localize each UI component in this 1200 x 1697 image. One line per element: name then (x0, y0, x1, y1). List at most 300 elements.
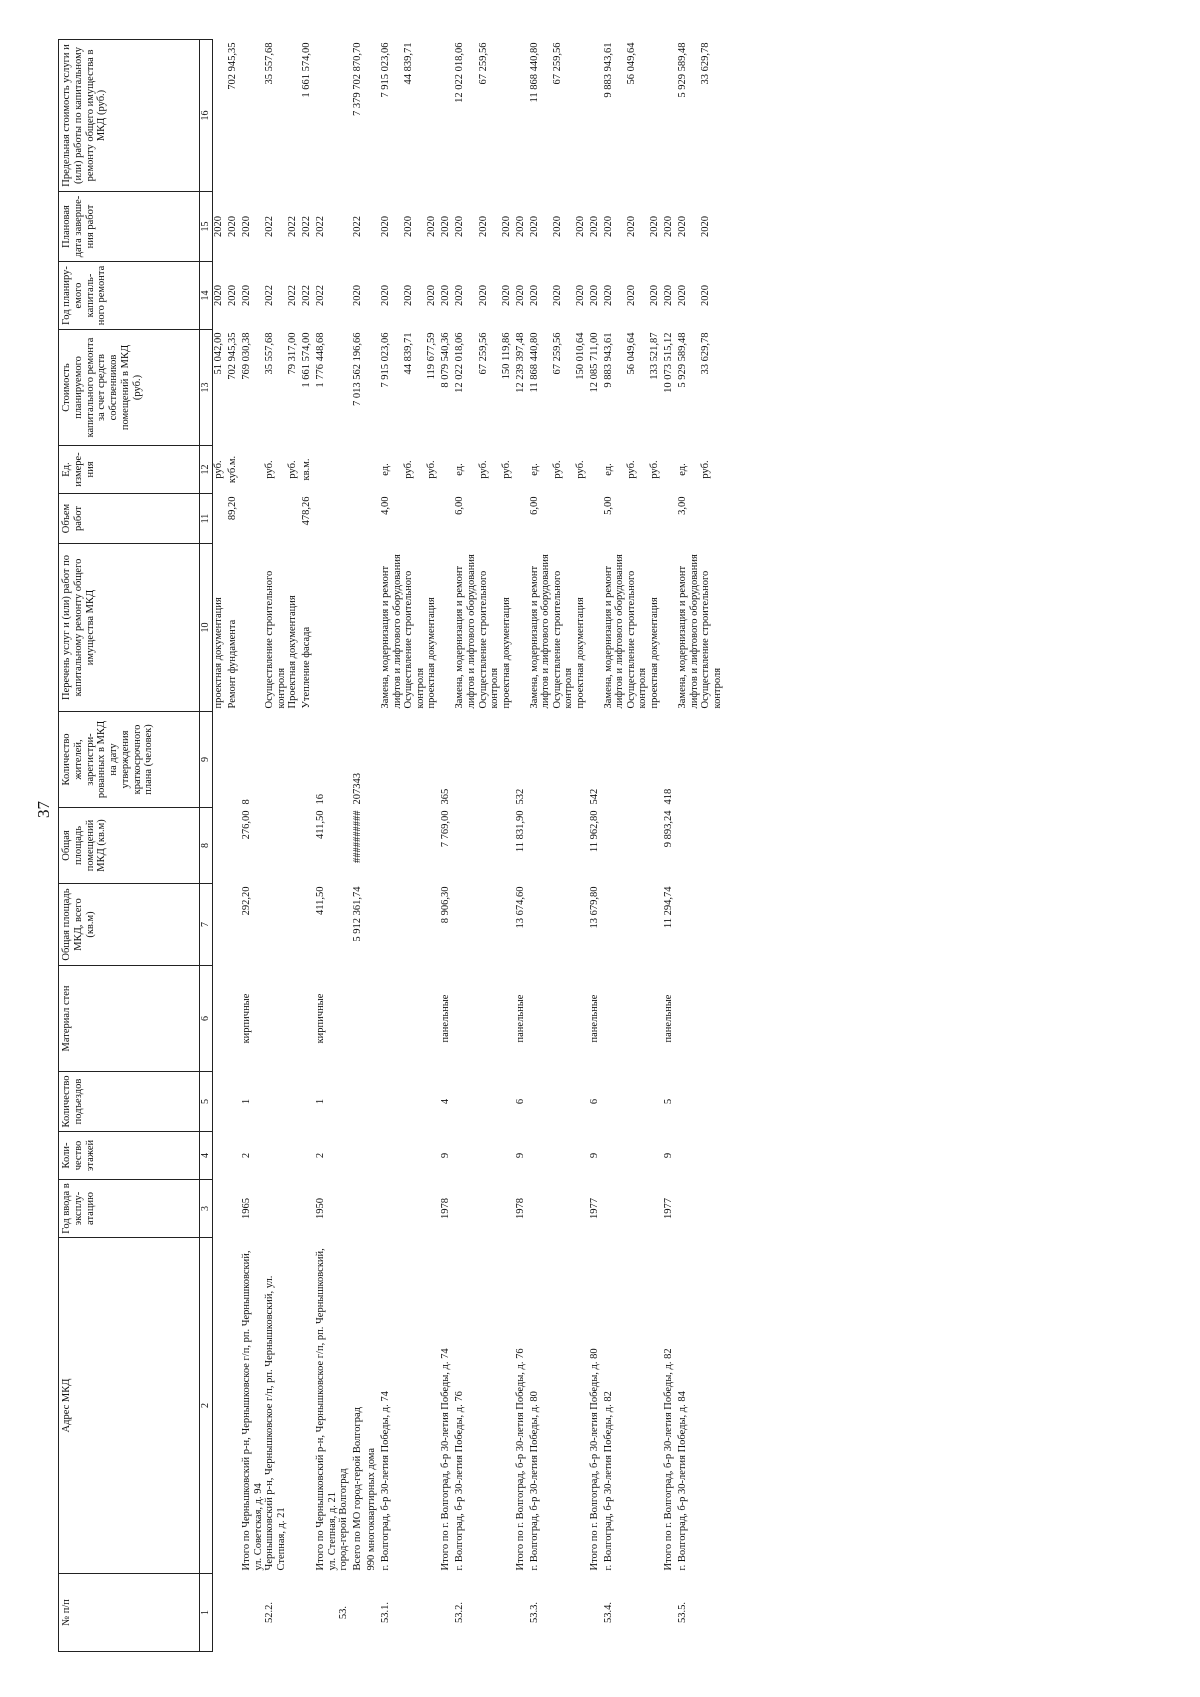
column-number: 12 (200, 446, 213, 494)
repair-year-cell: 2020 (677, 285, 689, 306)
residents-cell (403, 712, 426, 808)
completion-date-cell: 2020 (213, 216, 224, 237)
total-area-cell (501, 884, 515, 966)
column-number: 5 (200, 1072, 213, 1132)
entrances-cell: 6 (588, 1098, 600, 1105)
address-cell: Итого по Черньшковский р-н, Чернышковское г/п, рп. Чернышковский, ул. Советская, д. 94 (241, 1250, 264, 1571)
premises-area-cell (227, 808, 241, 884)
repair-year-cell: 2022 (287, 285, 299, 306)
header-cell: Материал стен (59, 966, 200, 1072)
volume-cell (589, 494, 603, 544)
volume-cell (501, 494, 515, 544)
premises-area-cell (366, 808, 380, 884)
repair-year-cell: 2020 (551, 285, 563, 306)
row-number (315, 1574, 338, 1652)
address-cell (287, 1238, 301, 1574)
work-type-cell (440, 544, 454, 712)
unit-cell (315, 446, 338, 494)
unit-cell: ед. (454, 463, 466, 476)
completion-date-cell: 2020 (588, 216, 600, 237)
work-type-cell: проектная документация (213, 597, 224, 709)
table-row (227, 40, 241, 1652)
table-row (649, 40, 663, 1652)
entrances-cell (649, 1072, 663, 1132)
residents-cell (366, 712, 380, 808)
volume-cell (352, 494, 366, 544)
cost-cell: 150 010,64 (574, 332, 586, 380)
entrances-cell (366, 1072, 380, 1132)
cost-cell: 67 259,56 (551, 332, 563, 375)
total-area-cell (301, 884, 315, 966)
volume-cell (552, 494, 575, 544)
page-number: 37 (34, 801, 53, 818)
unit-cell: руб. (700, 460, 712, 479)
capital-repair-table (58, 39, 723, 1652)
work-type-cell (663, 544, 677, 712)
address-cell: Итого по г. Волгоград, б-р 30-летия Победы, д. 82 (663, 1348, 675, 1571)
row-number (352, 1574, 366, 1652)
completion-date-cell: 2020 (602, 216, 614, 237)
cost-cell: 150 119,86 (500, 332, 512, 380)
work-type-cell: Утепление фасада (301, 626, 313, 709)
entrances-cell (552, 1072, 575, 1132)
floors-cell (366, 1132, 380, 1180)
wall-material-cell (352, 966, 366, 1072)
premises-area-cell (380, 808, 403, 884)
address-cell: Чернышковский р-н, Чернышковское г/п, рп. Чернышковский, ул. Степная, д. 21 (264, 1275, 287, 1571)
premises-area-cell: 9 893,24 (663, 810, 675, 848)
year-cell (454, 1180, 477, 1238)
column-number: 2 (200, 1238, 213, 1574)
unit-cell (338, 446, 352, 494)
floors-cell (287, 1132, 301, 1180)
table-row (663, 40, 677, 1652)
repair-year-cell: 2020 (649, 285, 661, 306)
total-area-cell (227, 884, 241, 966)
cost-cell: 12 022 018,06 (454, 332, 466, 393)
premises-area-cell (264, 808, 287, 884)
address-cell: г. Волгоград, б-р 30-летия Победы, д. 80 (528, 1391, 540, 1571)
unit-cell: ед. (677, 463, 689, 476)
column-number: 1 (200, 1574, 213, 1652)
entrances-cell (575, 1072, 589, 1132)
floors-cell (264, 1132, 287, 1180)
row-number (663, 1574, 677, 1652)
limit-cost-cell: 44 839,71 (403, 42, 415, 85)
work-type-cell (241, 544, 264, 712)
table-row (529, 40, 552, 1652)
residents-cell (649, 712, 663, 808)
row-number (575, 1574, 589, 1652)
total-area-cell (478, 884, 501, 966)
table-row (426, 40, 440, 1652)
row-number: 53.4. (602, 1602, 614, 1623)
premises-area-cell (603, 808, 626, 884)
cost-cell: 702 945,35 (227, 332, 238, 380)
cost-cell: 1 661 574,00 (301, 332, 313, 388)
floors-cell (501, 1132, 515, 1180)
cost-cell: 12 239 397,48 (514, 332, 526, 393)
work-type-cell (338, 544, 352, 712)
column-number: 3 (200, 1180, 213, 1238)
year-cell (529, 1180, 552, 1238)
completion-date-cell: 2020 (514, 216, 526, 237)
header-cell: Адрес МКД (59, 1238, 200, 1574)
work-type-cell (352, 544, 366, 712)
column-number: 9 (200, 712, 213, 808)
wall-material-cell (478, 966, 501, 1072)
completion-date-cell: 2020 (500, 216, 512, 237)
floors-cell (426, 1132, 440, 1180)
floors-cell (403, 1132, 426, 1180)
floors-cell (552, 1132, 575, 1180)
row-number (213, 1574, 228, 1652)
entrances-cell (213, 1072, 228, 1132)
table-row (287, 40, 301, 1652)
header-cell: Коли-чество этажей (59, 1132, 200, 1180)
entrances-cell (380, 1072, 403, 1132)
entrances-cell (454, 1072, 477, 1132)
limit-cost-cell (440, 40, 454, 192)
unit-cell (515, 446, 529, 494)
premises-area-cell (301, 808, 315, 884)
completion-date-cell: 2020 (677, 216, 689, 237)
address-cell: г. Волгоград, б-р 30-летия Победы, д. 76 (454, 1391, 466, 1571)
unit-cell: руб. (213, 460, 224, 479)
work-type-cell: Проектная документация (287, 595, 299, 709)
address-cell (227, 1238, 241, 1574)
table-row (589, 40, 603, 1652)
address-cell (403, 1238, 426, 1574)
wall-material-cell: панельные (514, 994, 526, 1043)
volume-cell (649, 494, 663, 544)
volume-cell (315, 494, 338, 544)
limit-cost-cell: 9 883 943,61 (602, 42, 614, 98)
completion-date-cell: 2020 (528, 216, 540, 237)
limit-cost-cell (575, 40, 589, 192)
year-cell (603, 1180, 626, 1238)
residents-cell (227, 712, 241, 808)
wall-material-cell (426, 966, 440, 1072)
column-number: 15 (200, 192, 213, 262)
cost-cell: 44 839,71 (403, 332, 415, 375)
address-cell (213, 1238, 228, 1574)
row-number (403, 1574, 426, 1652)
limit-cost-cell: 5 929 589,48 (677, 42, 689, 98)
year-cell: 1978 (440, 1198, 452, 1219)
column-number: 4 (200, 1132, 213, 1180)
cost-cell: 7 915 023,06 (380, 332, 392, 388)
entrances-cell (529, 1072, 552, 1132)
limit-cost-cell: 702 945,35 (227, 42, 238, 90)
year-cell (352, 1180, 366, 1238)
unit-cell: ед. (602, 463, 614, 476)
unit-cell: ед. (380, 463, 392, 476)
cost-cell: 9 883 943,61 (602, 332, 614, 388)
cost-cell: 769 030,38 (241, 332, 252, 380)
total-area-cell: 13 679,80 (588, 886, 600, 929)
table-row (338, 40, 352, 1652)
table-row (552, 40, 575, 1652)
total-area-cell (552, 884, 575, 966)
premises-area-cell (677, 808, 700, 884)
volume-cell: 478,26 (301, 496, 313, 526)
row-number: 53.3. (528, 1602, 540, 1623)
limit-cost-cell (241, 40, 264, 192)
address-cell: г. Волгоград, б-р 30-летия Победы, д. 84 (677, 1391, 689, 1571)
repair-year-cell: 2020 (528, 285, 540, 306)
header-row (59, 40, 200, 1652)
completion-date-cell: 2020 (663, 216, 675, 237)
wall-material-cell (529, 966, 552, 1072)
cost-cell: 119 677,59 (426, 332, 438, 380)
premises-area-cell (287, 808, 301, 884)
repair-year-cell: 2020 (625, 285, 637, 306)
premises-area-cell (478, 808, 501, 884)
floors-cell: 2 (241, 1152, 252, 1159)
address-cell: город-герой Волгоград (338, 1468, 350, 1571)
table-row (454, 40, 477, 1652)
address-cell: Итого по г. Волгоград, б-р 30-летия Победы, д. 76 (514, 1348, 526, 1571)
unit-cell: кв.м. (301, 458, 313, 481)
column-number: 13 (200, 330, 213, 446)
wall-material-cell (366, 966, 380, 1072)
volume-cell (264, 494, 287, 544)
repair-year-cell: 2020 (426, 285, 438, 306)
table-row (380, 40, 403, 1652)
year-cell (227, 1180, 241, 1238)
volume-cell (575, 494, 589, 544)
volume-cell (515, 494, 529, 544)
work-type-cell (515, 544, 529, 712)
residents-cell (700, 712, 723, 808)
residents-cell (264, 712, 287, 808)
entrances-cell (426, 1072, 440, 1132)
residents-cell (626, 712, 649, 808)
limit-cost-cell (649, 40, 663, 192)
floors-cell (338, 1132, 352, 1180)
floors-cell: 9 (588, 1152, 600, 1159)
wall-material-cell (649, 966, 663, 1072)
floors-cell (454, 1132, 477, 1180)
work-type-cell: проектная документация (574, 597, 586, 709)
column-number: 10 (200, 544, 213, 712)
cost-cell (366, 330, 380, 446)
premises-area-cell: 411,50 (315, 810, 327, 839)
cost-cell: 33 629,78 (700, 332, 712, 375)
cost-cell: 7 013 562 196,66 (352, 332, 364, 406)
cost-cell (338, 330, 352, 446)
unit-cell: руб. (500, 460, 512, 479)
entrances-cell (338, 1072, 352, 1132)
header-cell: Объем работ (59, 494, 200, 544)
year-cell (301, 1180, 315, 1238)
year-cell (626, 1180, 649, 1238)
entrances-cell (677, 1072, 700, 1132)
header-cell: Общая площадь помещений МКД (кв.м) (59, 808, 200, 884)
repair-year-cell: 2020 (352, 285, 364, 306)
premises-area-cell (649, 808, 663, 884)
work-type-cell (315, 544, 338, 712)
year-cell (264, 1180, 287, 1238)
unit-cell: руб. (426, 460, 438, 479)
premises-area-cell (575, 808, 589, 884)
limit-cost-cell (589, 40, 603, 192)
premises-area-cell: 7 769,00 (440, 810, 452, 848)
residents-cell: 8 (241, 799, 252, 805)
total-area-cell: 411,50 (315, 886, 327, 915)
row-number: 53.2. (454, 1602, 466, 1623)
premises-area-cell: 11 831,90 (514, 810, 526, 853)
address-cell (301, 1238, 315, 1574)
total-area-cell (287, 884, 301, 966)
column-number: 14 (200, 262, 213, 330)
unit-cell (589, 446, 603, 494)
volume-cell (338, 494, 352, 544)
floors-cell (352, 1132, 366, 1180)
floors-cell (677, 1132, 700, 1180)
repair-year-cell (366, 262, 380, 330)
address-cell (649, 1238, 663, 1574)
limit-cost-cell: 33 629,78 (700, 42, 712, 85)
year-cell: 1950 (315, 1198, 327, 1219)
limit-cost-cell (515, 40, 529, 192)
address-cell: Итого по г. Волгоград, б-р 30-летия Победы, д. 74 (440, 1348, 452, 1571)
residents-cell (301, 712, 315, 808)
repair-year-cell: 2020 (663, 285, 675, 306)
year-cell (380, 1180, 403, 1238)
residents-cell (501, 712, 515, 808)
wall-material-cell (603, 966, 626, 1072)
premises-area-cell (501, 808, 515, 884)
row-number (301, 1574, 315, 1652)
table-row (264, 40, 287, 1652)
residents-cell: 365 (440, 788, 452, 805)
residents-cell (677, 712, 700, 808)
completion-date-cell: 2022 (287, 216, 299, 237)
row-number: 53.5. (677, 1602, 689, 1623)
column-number: 16 (200, 40, 213, 192)
header-cell: Предельная стоимость услуги и (или) работы по капитальному ремонту общего имущества в МКД (руб.) (59, 40, 200, 192)
work-type-cell: Осуществление строительного контроля (477, 570, 501, 709)
cost-cell: 8 079 540,36 (440, 332, 452, 388)
limit-cost-cell (366, 40, 380, 192)
repair-year-cell: 2022 (315, 285, 327, 306)
limit-cost-cell (213, 40, 228, 192)
column-number: 6 (200, 966, 213, 1072)
work-type-cell (589, 544, 603, 712)
unit-cell: руб. (403, 460, 415, 479)
limit-cost-cell (287, 40, 301, 192)
unit-cell (663, 446, 677, 494)
unit-cell: руб. (264, 460, 276, 479)
wall-material-cell (380, 966, 403, 1072)
completion-date-cell: 2020 (551, 216, 563, 237)
volume-cell: 5,00 (602, 496, 614, 515)
year-cell (366, 1180, 380, 1238)
total-area-cell (575, 884, 589, 966)
work-type-cell: Осуществление строительного контроля (403, 570, 426, 709)
floors-cell (213, 1132, 228, 1180)
total-area-cell (213, 884, 228, 966)
unit-cell: руб. (649, 460, 661, 479)
completion-date-cell: 2020 (649, 216, 661, 237)
unit-cell: ед. (528, 463, 540, 476)
table-row (626, 40, 649, 1652)
entrances-cell (626, 1072, 649, 1132)
table-row (478, 40, 501, 1652)
total-area-cell (626, 884, 649, 966)
row-number (478, 1574, 501, 1652)
table-row (366, 40, 380, 1652)
repair-year-cell: 2020 (602, 285, 614, 306)
address-cell: Всего по МО город-герой Волгоград (352, 1406, 364, 1571)
rotated-table-wrapper (58, 40, 1168, 1652)
entrances-cell: 5 (663, 1098, 675, 1105)
entrances-cell: 1 (315, 1098, 327, 1105)
table-row (213, 40, 228, 1652)
address-cell: г. Волгоград, б-р 30-летия Победы, д. 82 (602, 1391, 614, 1571)
completion-date-cell: 2020 (700, 216, 712, 237)
total-area-cell (338, 884, 352, 966)
residents-cell (426, 712, 440, 808)
wall-material-cell (677, 966, 700, 1072)
work-type-cell: проектная документация (426, 597, 438, 709)
cost-cell: 12 085 711,00 (588, 332, 600, 393)
repair-year-cell: 2020 (454, 285, 466, 306)
unit-cell: руб. (477, 460, 489, 479)
limit-cost-cell (663, 40, 677, 192)
repair-year-cell: 2020 (241, 285, 252, 306)
limit-cost-cell: 11 868 440,80 (528, 42, 540, 103)
table-row (241, 40, 264, 1652)
address-cell: Итого по г. Волгоград, б-р 30-летия Победы, д. 80 (588, 1348, 600, 1571)
premises-area-cell: ########## (352, 810, 364, 863)
year-cell: 1965 (241, 1198, 252, 1219)
floors-cell: 9 (663, 1152, 675, 1159)
unit-cell (366, 446, 380, 494)
wall-material-cell (454, 966, 477, 1072)
premises-area-cell (529, 808, 552, 884)
floors-cell (575, 1132, 589, 1180)
year-cell (501, 1180, 515, 1238)
total-area-cell (454, 884, 477, 966)
floors-cell (700, 1132, 723, 1180)
limit-cost-cell: 1 661 574,00 (301, 42, 313, 98)
entrances-cell (301, 1072, 315, 1132)
wall-material-cell (301, 966, 315, 1072)
year-cell (677, 1180, 700, 1238)
row-number (287, 1574, 301, 1652)
wall-material-cell (700, 966, 723, 1072)
table-row (575, 40, 589, 1652)
residents-cell (529, 712, 552, 808)
volume-cell (663, 494, 677, 544)
row-number (366, 1574, 380, 1652)
total-area-cell (380, 884, 403, 966)
year-cell (403, 1180, 426, 1238)
address-cell (626, 1238, 649, 1574)
floors-cell (603, 1132, 626, 1180)
limit-cost-cell (501, 40, 515, 192)
wall-material-cell: панельные (440, 994, 452, 1043)
residents-cell: 207343 (352, 773, 364, 805)
floors-cell (626, 1132, 649, 1180)
row-number (626, 1574, 649, 1652)
repair-year-cell: 2020 (403, 285, 415, 306)
row-number: 53. (338, 1605, 350, 1620)
table-row (501, 40, 515, 1652)
